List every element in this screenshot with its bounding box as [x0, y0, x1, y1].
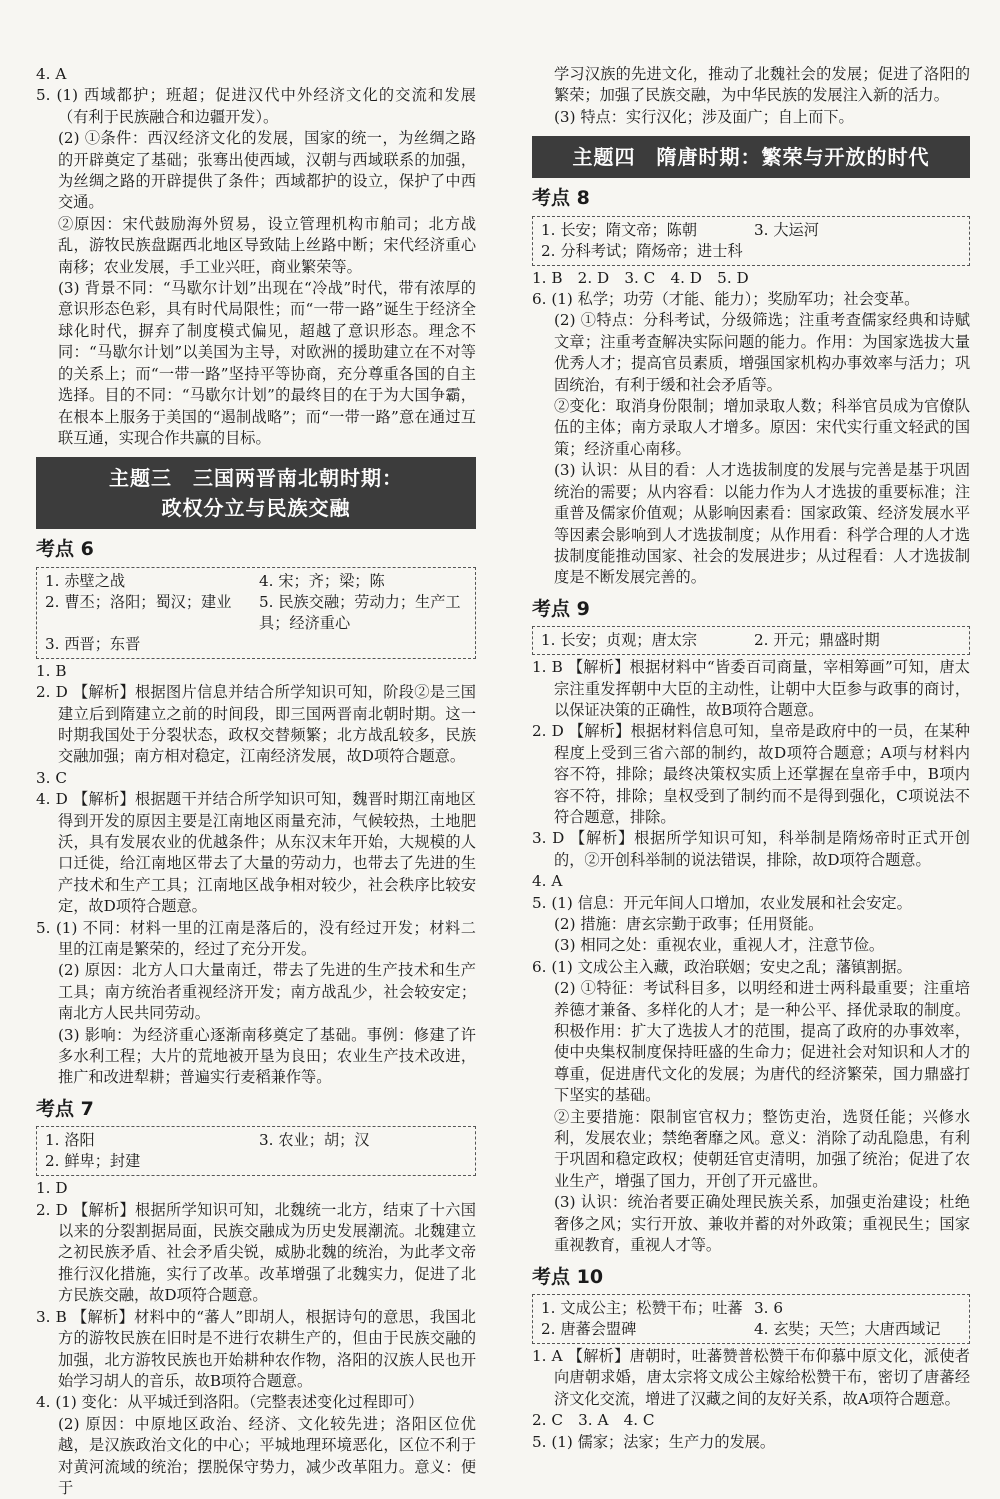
- answer-item: ②原因：宋代鼓励海外贸易，设立管理机构市舶司；北方战乱，游牧民族盘踞西北地区导致陆上丝路中断；宋代经济重心南移；农业发展，手工业兴旺，商业繁荣等。: [58, 214, 476, 276]
- answer-item: ②变化：取消身份限制；增加录取人数；科举官员成为官僚队伍的主体；南方录取人才增多。原因：宋代实行重文轻武的国策；经济重心南移。: [554, 397, 970, 458]
- box-item: 1. 文成公主；松赞干布；吐蕃: [541, 1298, 743, 1317]
- box-item: 1. 洛阳: [45, 1131, 95, 1150]
- answer-item: (2) 措施：唐玄宗勤于政事；任用贤能。: [554, 915, 824, 933]
- box-item: 1. 长安；隋文帝；陈朝: [541, 220, 698, 239]
- answer-item: 2. D 【解析】根据所学知识可知，北魏统一北方，结束了十六国以来的分裂割据局面，民族交融成为历史发展潮流。北魏建立之初民族矛盾、社会矛盾尖锐，威胁北魏的统治，为此孝文帝推行汉化措施，实行了改革。改革增强了北魏实力，促进了北方民族交融，故D项符合题意。: [36, 1200, 476, 1305]
- answer-item: (3) 认识：从目的看：人才选拔制度的发展与完善是基于巩固统治的需要；从内容看：以能力作为人才选拔的重要标准；注重普及儒家价值观；从影响因素看：国家政策、经济发展水平等因素会影响到人才选拔制度；从作用看：科学合理的人才选拔制度能推动国家、社会的发展进步；从过程看：人才选拔制度是不断发展完善的。: [554, 461, 970, 587]
- answer-item: 5. (1) 不同：材料一里的江南是落后的，没有经过开发；材料二里的江南是繁荣的，经过了充分开发。: [36, 918, 476, 958]
- topic-3-banner: [36, 457, 476, 529]
- answer-item: 2. D 【解析】根据图片信息并结合所学知识可知，阶段②是三国建立后到隋建立之前的时间段，即三国两晋南北朝时期。这一时期我国处于分裂状态，政权交替频繁；北方战乱较多，民族交融加强；南方相对稳定，江南经济发展，故D项符合题意。: [36, 683, 476, 766]
- box-item: 1. 赤壁之战: [45, 571, 126, 590]
- box-item: 3. 6: [754, 1298, 783, 1317]
- answer-item: (3) 认识：统治者要正确处理民族关系，加强吏治建设；杜绝奢侈之风；实行开放、兼收并蓄的对外政策；重视民生；国家重视教育，重视人才等。: [554, 1193, 970, 1255]
- answer-item: 5. (1) 儒家；法家；生产力的发展。: [532, 1432, 776, 1451]
- answer-item: 2. C 3. A 4. C: [532, 1411, 655, 1430]
- answer-item: (3) 背景不同：“马歇尔计划”出现在“冷战”时代，带有浓厚的意识形态色彩，具有时代局限性；而“一带一路”诞生于经济全球化时代，摒弃了制度模式偏见，超越了意识形态。理念不同：“马歇尔计划”以美国为主导，对欧洲的援助建立在不对等的关系上；而“一带一路”坚持平等协商，充分尊重各国的自主选择。目的不同：“马歇尔计划”的最终目的在于为大国争霸，在根本上服务于美国的“遏制战略”；而“一带一路”意在通过互联互通，实现合作共赢的目标。: [58, 279, 476, 447]
- box-item: 4. 宋；齐；梁；陈: [259, 571, 385, 590]
- fill-blank-box-kd8: [532, 216, 970, 266]
- box-item: [754, 241, 961, 262]
- answer-item: (2) 原因：中原地区政治、经济、文化较先进；洛阳区位优越，是汉族政治文化的中心；平城地理环境恶化，区位不利于对黄河流域的统治；摆脱保守势力，减少改革阻力。意义：便于: [58, 1414, 476, 1497]
- answer-item: 4. A: [532, 872, 563, 891]
- answer-item: 1. A 【解析】唐朝时，吐蕃赞普松赞干布仰慕中原文化，派使者向唐朝求婚，唐太宗将文成公主嫁给松赞干布，密切了唐蕃经济文化交流，增进了汉藏之间的友好关系，故A项符合题意。: [532, 1346, 970, 1408]
- box-item: 2. 曹丕；洛阳；蜀汉；建业: [45, 592, 232, 611]
- answer-item: 4. A: [36, 65, 67, 83]
- box-item: 1. 长安；贞观；唐太宗: [541, 631, 698, 650]
- answer-item: 3. D 【解析】根据所学知识可知，科举制是隋炀帝时正式开创的，②开创科举制的说法错误，排除，故D项符合题意。: [532, 829, 970, 869]
- section-heading-kd9: 考点 9: [532, 597, 590, 620]
- answer-item: 3. B 【解析】材料中的“蕃人”即胡人，根据诗句的意思，我国北方的游牧民族在旧时是不进行农耕生产的，但由于民族交融的加强，北方游牧民族也开始耕种农作物，洛阳的汉族人民也开始学习胡人的音乐，故B项符合题意。: [36, 1307, 476, 1390]
- box-item: 4. 玄奘；天竺；大唐西域记: [754, 1319, 941, 1338]
- box-item: 2. 唐蕃会盟碑: [541, 1319, 637, 1338]
- answer-item: 3. C: [36, 768, 67, 787]
- answer-item: (3) 特点：实行汉化；涉及面广；自上而下。: [554, 107, 854, 126]
- box-item: 5. 民族交融；劳动力；生产工具；经济重心: [259, 592, 461, 632]
- answer-item: 1. D: [36, 1179, 68, 1198]
- answer-item: 6. (1) 私学；功劳（才能、能力）；奖励军功；社会变革。: [532, 290, 920, 309]
- answer-item: 1. B: [36, 661, 67, 680]
- box-item: 2. 分科考试；隋炀帝；进士科: [541, 241, 743, 260]
- answer-item: (2) ①条件：西汉经济文化的发展，国家的统一，为丝绸之路的开辟奠定了基础；张骞出使西域，汉朝与西域联系的加强，为丝绸之路的开辟提供了条件；西域都护的设立，保护了中西交通。: [58, 129, 476, 212]
- banner-line: 政权分立与民族交融: [161, 496, 351, 521]
- fill-blank-box-kd6: [36, 567, 476, 659]
- box-item: 2. 开元；鼎盛时期: [754, 631, 880, 650]
- fill-blank-box-kd9: [532, 626, 970, 655]
- answer-item: 1. B 【解析】根据材料中“皆委百司商量，宰相筹画”可知，唐太宗注重发挥朝中大臣的主动性，让朝中大臣参与政事的商讨，以保证决策的正确性，故B项符合题意。: [532, 658, 970, 719]
- answer-item: (3) 相同之处：重视农业，重视人才，注意节俭。: [554, 936, 885, 955]
- answer-item: 5. (1) 西域都护；班超；促进汉代中外经济文化的交流和发展（有利于民族融合和边疆开发）。: [36, 86, 476, 126]
- fill-blank-box-kd7: [36, 1126, 476, 1176]
- box-item: 3. 农业；胡；汉: [259, 1131, 370, 1150]
- answer-item: (2) ①特征：考试科目多，以明经和进士两科最重要；注重培养德才兼备、多样化的人才；是一种公平、择优录取的制度。积极作用：扩大了选拔人才的范围，提高了政府的办事效率，使中央集权制度保持旺盛的生命力；促进社会对知识和人才的尊重，促进唐代文化的发展；为唐代的经济繁荣，国力鼎盛打下坚实的基础。: [554, 979, 970, 1105]
- box-item: 2. 鲜卑；封建: [45, 1152, 141, 1171]
- answer-item: 1. B 2. D 3. C 4. D 5. D: [532, 268, 749, 287]
- box-item: [259, 1151, 467, 1172]
- answer-item: (2) ①特点：分科考试，分级筛选；注重考查儒家经典和诗赋文章；注重考查解决实际问题的能力。作用：为国家选拔大量优秀人才；提高官员素质，增强国家机构办事效率与活力；巩固统治，有利于缓和社会矛盾等。: [554, 311, 970, 394]
- answer-item: 6. (1) 文成公主入藏，政治联姻；安史之乱；藩镇割据。: [532, 957, 912, 976]
- fill-blank-box-kd10: [532, 1294, 970, 1344]
- section-heading-kd7: 考点 7: [36, 1097, 94, 1120]
- section-heading-kd10: 考点 10: [532, 1265, 604, 1288]
- answer-item: ②主要措施：限制宦官权力；整饬吏治，选贤任能；兴修水利，发展农业；禁绝奢靡之风。意义：消除了动乱隐患，有利于巩固和稳定政权；使朝廷官吏清明，加强了统治；促进了农业生产，增强了国力，开创了开元盛世。: [554, 1107, 970, 1190]
- topic-4-banner: 主题四 隋唐时期：繁荣与开放的时代: [532, 136, 970, 178]
- answer-item: (3) 影响：为经济重心逐渐南移奠定了基础。事例：修建了许多水利工程；大片的荒地被开垦为良田；农业生产技术改进，推广和改进犁耕；普遍实行麦稻兼作等。: [58, 1025, 476, 1087]
- answer-item: 学习汉族的先进文化，推动了北魏社会的发展；促进了洛阳的繁荣；加强了民族交融，为中华民族的发展注入新的活力。: [554, 65, 970, 105]
- answer-item: 5. (1) 信息：开元年间人口增加，农业发展和社会安定。: [532, 893, 912, 912]
- section-heading-kd8: 考点 8: [532, 187, 590, 210]
- banner-line: 主题三 三国两晋南北朝时期：: [109, 466, 403, 491]
- answer-item: 4. D 【解析】根据题干并结合所学知识可知，魏晋时期江南地区得到开发的原因主要是江南地区雨量充沛，气候较热，土地肥沃，具有发展农业的优越条件；从东汉末年开始，大规模的人口迁徙，给江南地区带去了大量的劳动力，也带去了先进的生产技术和生产工具；江南地区战争相对较少，社会秩序比较安定，故D项符合题意。: [36, 790, 476, 916]
- box-item: 3. 大运河: [754, 220, 819, 239]
- section-heading-kd6: 考点 6: [36, 538, 94, 561]
- right-column: [532, 64, 970, 1453]
- answer-item: (2) 原因：北方人口大量南迁，带去了先进的生产技术和生产工具；南方统治者重视经济开发；南方战乱少，社会较安定；南北方人民共同劳动。: [58, 961, 476, 1023]
- box-item: 3. 西晋；东晋: [45, 634, 141, 653]
- answer-item: 4. (1) 变化：从平城迁到洛阳。（完整表述变化过程即可）: [36, 1393, 424, 1412]
- left-column: [36, 64, 476, 1499]
- answer-item: 2. D 【解析】根据材料信息可知，皇帝是政府中的一员，在某种程度上受到三省六部的制约，故D项符合题意；A项与材料内容不符，排除；最终决策权实质上还掌握在皇帝手中，B项内容不符，排除；皇权受到了制约而不是得到强化，C项说法不符合题意，排除。: [532, 722, 970, 826]
- box-item: [259, 634, 467, 655]
